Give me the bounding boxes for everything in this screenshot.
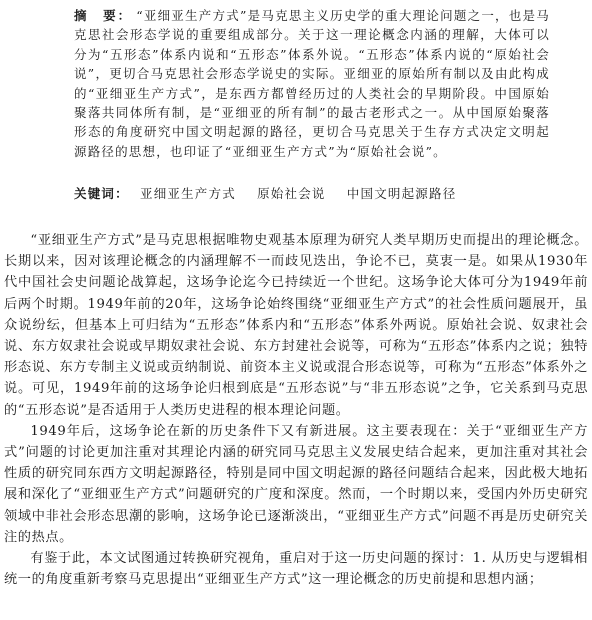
abstract-label: 摘 要： xyxy=(74,8,133,23)
keyword: 亚细亚生产方式 xyxy=(140,186,236,201)
abstract-text: “亚细亚生产方式”是马克思主义历史学的重大理论问题之一，也是马克思社会形态学说的重要组成部分。关于这一理论概念内涵的理解，大体可以分为“五形态”体系内说和“五形态”体系外说。“五形态”体系内说的“原始社会说”，更切合马克思社会形态学说史的实际。亚细亚的原始所有制以及由此构成的“亚细亚生产方式”，是东西方都曾经历过的人类社会的早期阶段。中国原始聚落共同体所有制，是“亚细亚的所有制”的最古老形式之一。从中国原始聚落形态的角度研究中国文明起源的路径，更切合马克思关于生存方式决定文明起源路径的思想，也印证了“亚细亚生产方式”为“原始社会说”。 xyxy=(74,8,550,159)
body-paragraph: “亚细亚生产方式”是马克思根据唯物史观基本原理为研究人类早期历史而提出的理论概念。长期以来，因对该理论概念的内涵理解不一而歧见迭出，争论不已，莫衷一是。如果从1930年代中国社会史问题论战算起，这场争论迄今已持续近一个世纪。这场争论大体可分为1949年前后两个时期。1949年前的20年，这场争论始终围绕“亚细亚生产方式”的社会性质问题展开，虽众说纷纭，但基本上可归结为“五形态”体系内和“五形态”体系外两说。原始社会说、奴隶社会说、东方奴隶社会说或早期奴隶社会说、东方封建社会说等，可称为“五形态”体系内之说；独特形态说、东方专制主义说或贡纳制说、前资本主义说或混合形态说等，可称为“五形态”体系外之说。可见，1949年前的这场争论归根到底是“五形态说”与“非五形态说”之争，它关系到马克思的“五形态说”是否适用于人类历史进程的根本理论问题。 xyxy=(4,233,588,418)
keyword: 原始社会说 xyxy=(257,186,326,201)
body-paragraph: 有鉴于此，本文试图通过转换研究视角，重启对于这一历史问题的探讨：1. 从历史与逻辑相统一的角度重新考察马克思提出“亚细亚生产方式”这一理论概念的历史前提和思想内涵； xyxy=(4,551,588,588)
body-text xyxy=(4,230,588,590)
keywords-label: 关键词： xyxy=(74,186,129,201)
abstract xyxy=(74,6,550,161)
body-paragraph: 1949年后，这场争论在新的历史条件下又有新进展。这主要表现在：关于“亚细亚生产方式”问题的讨论更加注重对其理论内涵的研究同马克思主义发展史结合起来，更加注重对其社会性质的研究同东西方文明起源路径，特别是同中国文明起源的路径问题结合起来，因此极大地拓展和深化了“亚细亚生产方式”问题研究的广度和深度。然而，一个时期以来，受国内外历史研究领域中非社会形态思潮的影响，这场争论已逐渐淡出，“亚细亚生产方式”问题不再是历史研究关注的热点。 xyxy=(4,423,588,545)
keyword: 中国文明起源路径 xyxy=(346,186,457,201)
keywords xyxy=(74,184,550,203)
